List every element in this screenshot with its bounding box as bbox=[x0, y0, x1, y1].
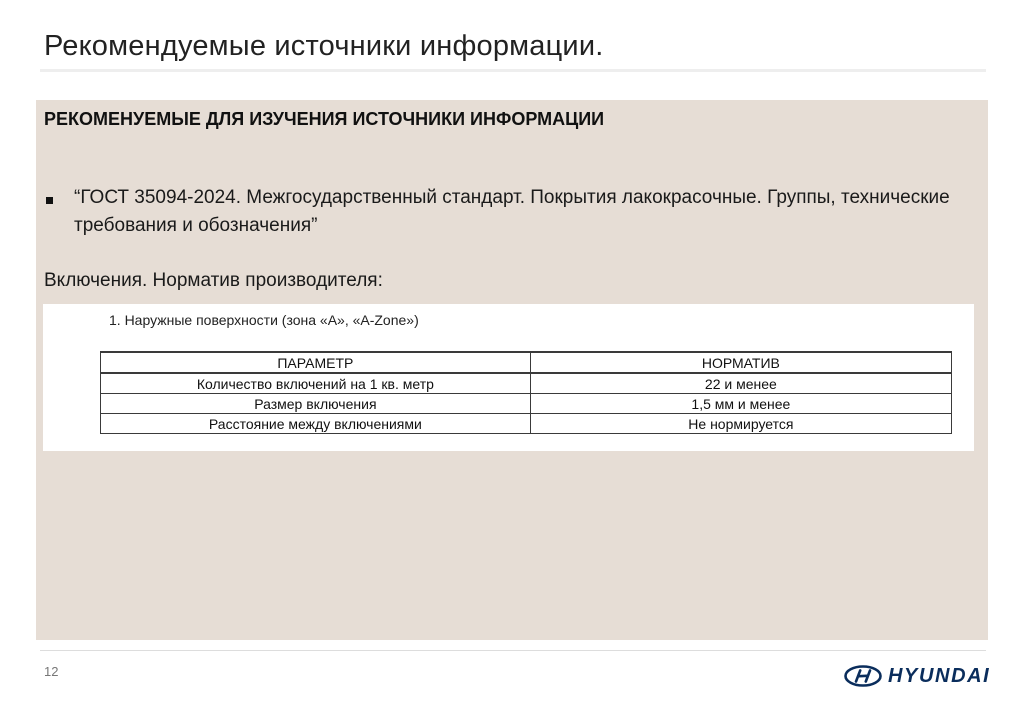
square-bullet-icon bbox=[46, 197, 53, 204]
spec-image-box bbox=[43, 304, 974, 451]
row-norm: Не нормируется bbox=[530, 414, 951, 434]
spec-table bbox=[100, 351, 952, 434]
inclusion-heading: Включения. Норматив производителя: bbox=[44, 270, 383, 291]
header-parameter: ПАРАМЕТР bbox=[101, 352, 531, 373]
table-header-row bbox=[101, 352, 952, 373]
row-norm: 22 и менее bbox=[530, 373, 951, 394]
panel-heading: РЕКОМЕНУЕМЫЕ ДЛЯ ИЗУЧЕНИЯ ИСТОЧНИКИ ИНФОРМАЦИИ bbox=[44, 109, 605, 129]
table-row bbox=[101, 373, 952, 394]
page-number: 12 bbox=[44, 664, 59, 679]
row-parameter: Размер включения bbox=[101, 394, 531, 414]
slide-title: Рекомендуемые источники информации. bbox=[44, 30, 604, 62]
table-row bbox=[101, 414, 952, 434]
content-panel bbox=[36, 100, 988, 640]
section-caption: 1. Наружные поверхности (зона «А», «A-Zone») bbox=[109, 312, 419, 328]
brand-wordmark: HYUNDAI bbox=[888, 664, 991, 687]
header-norm: НОРМАТИВ bbox=[530, 352, 951, 373]
row-parameter: Количество включений на 1 кв. метр bbox=[101, 373, 531, 394]
hyundai-brand bbox=[844, 664, 990, 688]
hyundai-logo-icon bbox=[844, 665, 882, 687]
row-norm: 1,5 мм и менее bbox=[530, 394, 951, 414]
gost-reference: “ГОСТ 35094-2024. Межгосударственный стандарт. Покрытия лакокрасочные. Группы, технические требования и обозначения” bbox=[74, 187, 950, 236]
table-row bbox=[101, 394, 952, 414]
footer-divider bbox=[40, 650, 986, 651]
title-divider bbox=[40, 69, 986, 72]
row-parameter: Расстояние между включениями bbox=[101, 414, 531, 434]
